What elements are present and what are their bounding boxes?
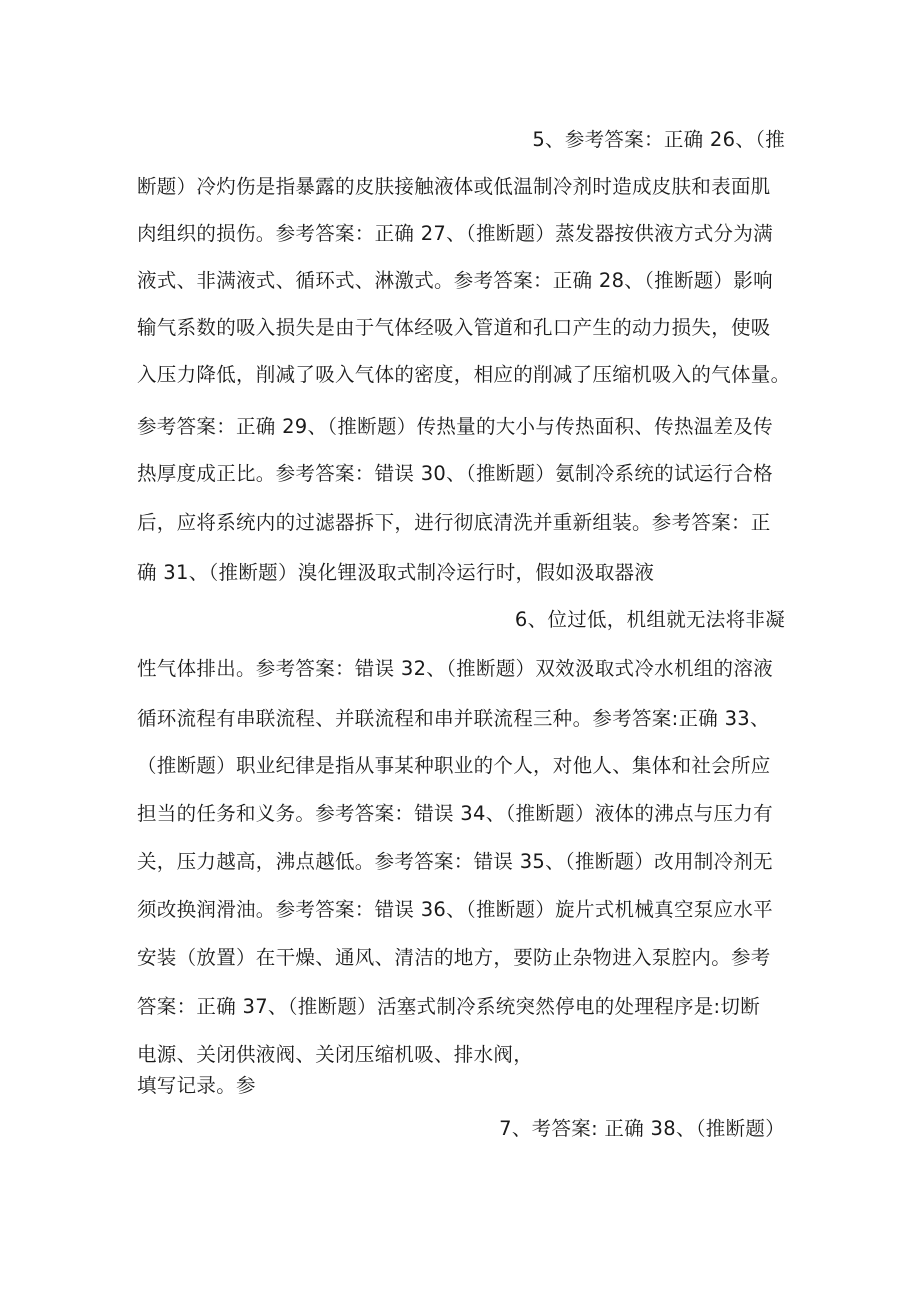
text-line-12: 性气体排出。参考答案：错误 32、（推断题）双效汲取式冷水机组的溶液: [137, 657, 773, 680]
text-line-4: 液式、非满液式、循环式、淋激式。参考答案：正确 28、（推断题）影响: [137, 269, 773, 292]
text-line-6: 入压力降低，削减了吸入气体的密度，相应的削减了压缩机吸入的气体量。: [137, 363, 791, 386]
text-line-18: 安装（放置）在干燥、通风、清洁的地方，要防止杂物进入泵腔内。参考: [137, 946, 771, 969]
text-line-22: 7、考答案: 正确 38、（推断题）: [499, 1117, 785, 1140]
text-line-13: 循环流程有串联流程、并联流程和串并联流程三种。参考答案:正确 33、: [137, 707, 770, 730]
text-line-10: 确 31、（推断题）溴化锂汲取式制冷运行时，假如汲取器液: [137, 561, 655, 584]
text-line-3: 肉组织的损伤。参考答案：正确 27、（推断题）蒸发器按供液方式分为满: [137, 222, 773, 245]
text-line-20: 电源、关闭供液阀、关闭压缩机吸、排水阀，: [137, 1043, 534, 1066]
text-line-19: 答案：正确 37、（推断题）活塞式制冷系统突然停电的处理程序是:切断: [137, 995, 761, 1018]
text-line-9: 后，应将系统内的过滤器拆下，进行彻底清洗并重新组装。参考答案：正: [137, 511, 771, 534]
text-line-5: 输气系数的吸入损失是由于气体经吸入管道和孔口产生的动力损失，使吸: [137, 316, 771, 339]
text-line-7: 参考答案：正确 29、（推断题）传热量的大小与传热面积、传热温差及传: [137, 415, 773, 438]
text-line-16: 关，压力越高，沸点越低。参考答案：错误 35、（推断题）改用制冷剂无: [137, 850, 773, 873]
text-line-1: 5、参考答案：正确 26、（推: [532, 128, 785, 151]
text-line-11: 6、位过低，机组就无法将非凝: [514, 608, 785, 631]
text-line-8: 热厚度成正比。参考答案：错误 30、（推断题）氨制冷系统的试运行合格: [137, 462, 773, 485]
text-line-17: 须改换润滑油。参考答案：错误 36、（推断题）旋片式机械真空泵应水平: [137, 898, 773, 921]
text-line-15: 担当的任务和义务。参考答案：错误 34、（推断题）液体的沸点与压力有: [137, 802, 773, 825]
text-line-2: 断题）冷灼伤是指暴露的皮肤接触液体或低温制冷剂时造成皮肤和表面肌: [137, 175, 771, 198]
text-line-14: （推断题）职业纪律是指从事某种职业的个人，对他人、集体和社会所应: [137, 754, 771, 777]
text-line-21: 填写记录。参: [137, 1074, 256, 1097]
